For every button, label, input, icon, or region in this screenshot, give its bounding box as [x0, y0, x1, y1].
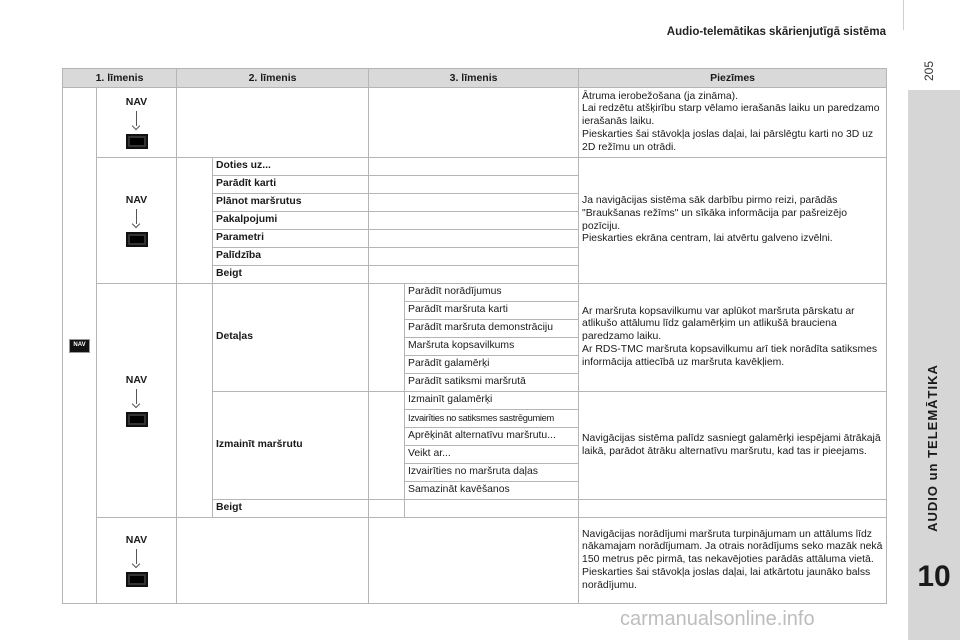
- level2-item-details: Detaļas: [213, 284, 369, 392]
- empty-cell: [369, 266, 579, 284]
- nav-cell: [97, 88, 177, 158]
- note-line: Ātruma ierobežošana (ja zināma).: [582, 90, 738, 102]
- nav-cell: [97, 158, 177, 284]
- note-cell: [579, 158, 887, 284]
- note-cell: [579, 518, 887, 604]
- level3-item: Parādīt maršruta demonstrāciju: [405, 320, 579, 338]
- level2-item: Plānot maršrutus: [213, 194, 369, 212]
- page-edge-line: [903, 0, 904, 30]
- col-header-notes: Piezīmes: [579, 69, 887, 88]
- empty-cell: [177, 518, 369, 604]
- level2-item: Parādīt karti: [213, 176, 369, 194]
- empty-cell: [369, 284, 405, 392]
- nav-label: NAV: [125, 96, 148, 109]
- col-header-level1: 1. līmenis: [63, 69, 177, 88]
- note-line: Navigācijas norādījumi maršruta turpinājumam un attālums līdz nākamajam norādījumam. Ja otrais norādījums seko mazāk nekā 150 metrus pēc pirmā, tas nekavējoties parādās attāluma vietā.: [582, 528, 883, 566]
- level3-item: Parādīt norādījumus: [405, 284, 579, 302]
- nav-label: NAV: [125, 374, 148, 387]
- note-line: Pieskarties ekrāna centram, lai atvērtu galveno izvēlni.: [582, 233, 833, 245]
- arrow-down-icon: [132, 209, 142, 229]
- note-cell: [579, 88, 887, 158]
- note-line: Pieskarties šai stāvokļa joslas daļai, lai atkārtotu jaunāko balss norādījumu.: [582, 566, 871, 591]
- empty-cell: [369, 518, 579, 604]
- level1-cell: [63, 88, 97, 604]
- level3-item: Maršruta kopsavilkums: [405, 338, 579, 356]
- level2-item: Beigt: [213, 266, 369, 284]
- level2-item: Doties uz...: [213, 158, 369, 176]
- col-header-level3: 3. līmenis: [369, 69, 579, 88]
- level2-item-change-route: Izmainīt maršrutu: [213, 392, 369, 500]
- screen-icon: [126, 134, 148, 149]
- empty-cell: [369, 392, 405, 500]
- level3-item: Izvairīties no satiksmes sastrēgumiem: [405, 410, 579, 428]
- arrow-down-icon: [132, 389, 142, 409]
- chapter-number: 10: [917, 560, 951, 593]
- level3-item: Veikt ar...: [405, 446, 579, 464]
- empty-cell: [369, 88, 579, 158]
- empty-cell: [177, 88, 369, 158]
- empty-cell: [405, 500, 579, 518]
- nav-label: NAV: [125, 194, 148, 207]
- level2-item-exit: Beigt: [213, 500, 369, 518]
- table-row: [63, 158, 887, 176]
- level2-item: Palīdzība: [213, 248, 369, 266]
- empty-cell: [369, 194, 579, 212]
- page-header-title: Audio-telemātikas skārienjutīgā sistēma: [666, 26, 886, 38]
- level3-item: Izmainīt galamērķi: [405, 392, 579, 410]
- empty-cell: [369, 230, 579, 248]
- level3-item: Izvairīties no maršruta daļas: [405, 464, 579, 482]
- level2-item: Pakalpojumi: [213, 212, 369, 230]
- screen-icon: [126, 572, 148, 587]
- nav-cell: [97, 518, 177, 604]
- empty-cell: [369, 176, 579, 194]
- chapter-side-title: AUDIO un TELEMĀTIKA: [925, 364, 940, 532]
- empty-cell: [177, 284, 213, 518]
- nav-button-icon: NAV: [69, 339, 89, 352]
- note-line: Ar maršruta kopsavilkumu var aplūkot maršruta pārskatu ar atlikušo attālumu līdz galamērķim un atlikušā brauciena paredzamo laiku.: [582, 305, 855, 343]
- arrow-down-icon: [132, 111, 142, 131]
- note-cell: [579, 284, 887, 392]
- level3-item: Parādīt galamērķi: [405, 356, 579, 374]
- col-header-level2: 2. līmenis: [177, 69, 369, 88]
- screen-icon: [126, 232, 148, 247]
- table-row: [63, 88, 887, 158]
- note-cell: [579, 392, 887, 500]
- note-line: Lai redzētu atšķirību starp vēlamo ierašanās laiku un paredzamo ierašanās laiku.: [582, 103, 880, 128]
- level2-item: Parametri: [213, 230, 369, 248]
- note-line: Ar RDS-TMC maršruta kopsavilkumu arī tiek norādīta satiksmes informācija attiecībā uz maršruta kavēkļiem.: [582, 343, 878, 368]
- arrow-down-icon: [132, 549, 142, 569]
- screen-icon: [126, 412, 148, 427]
- menu-structure-table: [62, 68, 887, 604]
- note-cell: [579, 500, 887, 518]
- note-line: Pieskarties šai stāvokļa joslas daļai, lai pārslēgtu karti no 3D uz 2D režīmu un otrādi.: [582, 128, 874, 153]
- empty-cell: [369, 158, 579, 176]
- empty-cell: [369, 500, 405, 518]
- level3-item: Parādīt maršruta karti: [405, 302, 579, 320]
- empty-cell: [369, 248, 579, 266]
- table-row: [63, 518, 887, 604]
- level3-item: Parādīt satiksmi maršrutā: [405, 374, 579, 392]
- empty-cell: [177, 158, 213, 284]
- page-number: 205: [922, 60, 936, 82]
- watermark-text: carmanualsonline.info: [620, 608, 815, 630]
- table-row: [63, 284, 887, 302]
- empty-cell: [369, 212, 579, 230]
- nav-label: NAV: [125, 534, 148, 547]
- table-header-row: [63, 69, 887, 88]
- note-line: Ja navigācijas sistēma sāk darbību pirmo reizi, parādās "Braukšanas režīms" un sīkāka informācija par pašreizējo pozīciju.: [582, 195, 847, 232]
- level3-item: Aprēķināt alternatīvu maršrutu...: [405, 428, 579, 446]
- level3-item: Samazināt kavēšanos: [405, 482, 579, 500]
- nav-cell: [97, 284, 177, 518]
- note-line: Navigācijas sistēma palīdz sasniegt galamērķi iespējami ātrākajā laikā, parādot ātrāku alternatīvu maršrutu, kad tas ir pieejams.: [582, 432, 881, 457]
